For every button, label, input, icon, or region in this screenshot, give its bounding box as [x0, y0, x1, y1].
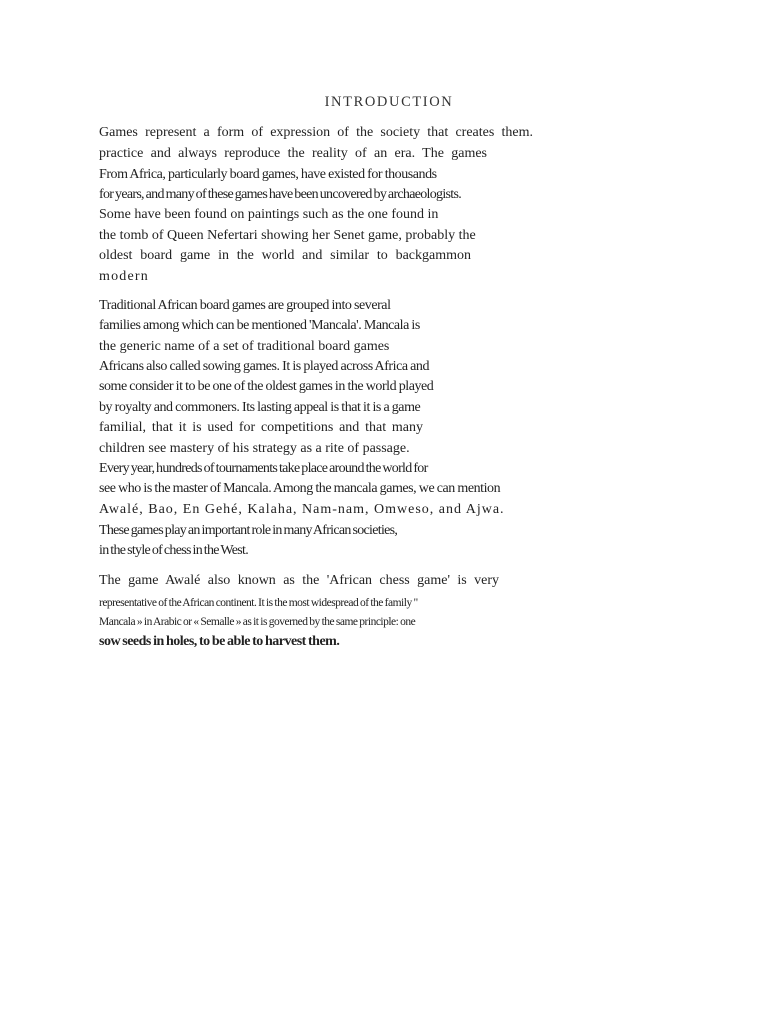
paragraph-line: practice and always reproduce the reality of an era. The games [99, 146, 487, 161]
paragraph-line: The game Awalé also known as the 'African chess game' is very [99, 573, 499, 588]
paragraph-line: the tomb of Queen Nefertari showing her Senet game, probably the [99, 228, 476, 243]
paragraph-line: Every year, hundreds of tournaments take place around the world for [99, 461, 428, 476]
page-title: INTRODUCTION [324, 94, 454, 110]
paragraph-line: children see mastery of his strategy as a rite of passage. [99, 441, 410, 456]
paragraph-line: Traditional African board games are grouped into several [99, 298, 391, 313]
mancala-games-list: Awalé, Bao, En Gehé, Kalaha, Nam-nam, Omweso, and Ajwa. [99, 502, 505, 517]
paragraph-line: From Africa, particularly board games, have existed for thousands [99, 167, 437, 182]
paragraph-line: some consider it to be one of the oldest games in the world played [99, 379, 434, 394]
paragraph-line: see who is the master of Mancala. Among the mancala games, we can mention [99, 481, 501, 496]
paragraph-line: representative of the African continent. It is the most widespread of the family " [99, 597, 418, 609]
paragraph-line: These games play an important role in many African societies, [99, 523, 398, 538]
paragraph-line: modern [99, 269, 149, 284]
paragraph-line: for years, and many of these games have been uncovered by archaeologists. [99, 187, 462, 202]
paragraph-line: oldest board game in the world and similar to backgammon [99, 248, 471, 263]
paragraph-line: by royalty and commoners. Its lasting appeal is that it is a game [99, 400, 421, 415]
paragraph-line: sow seeds in holes, to be able to harvest them. [99, 634, 340, 649]
paragraph-line: Africans also called sowing games. It is played across Africa and [99, 359, 430, 374]
paragraph-line: the generic name of a set of traditional board games [99, 339, 390, 354]
paragraph-line: Mancala » in Arabic or « Semalle » as it is governed by the same principle: one [99, 616, 416, 628]
paragraph-line: Games represent a form of expression of the society that creates them. [99, 125, 533, 140]
paragraph-line: in the style of chess in the West. [99, 543, 249, 558]
paragraph-line: familial, that it is used for competitions and that many [99, 420, 423, 435]
paragraph-line: Some have been found on paintings such as the one found in [99, 207, 439, 222]
paragraph-line: families among which can be mentioned 'Mancala'. Mancala is [99, 318, 420, 333]
